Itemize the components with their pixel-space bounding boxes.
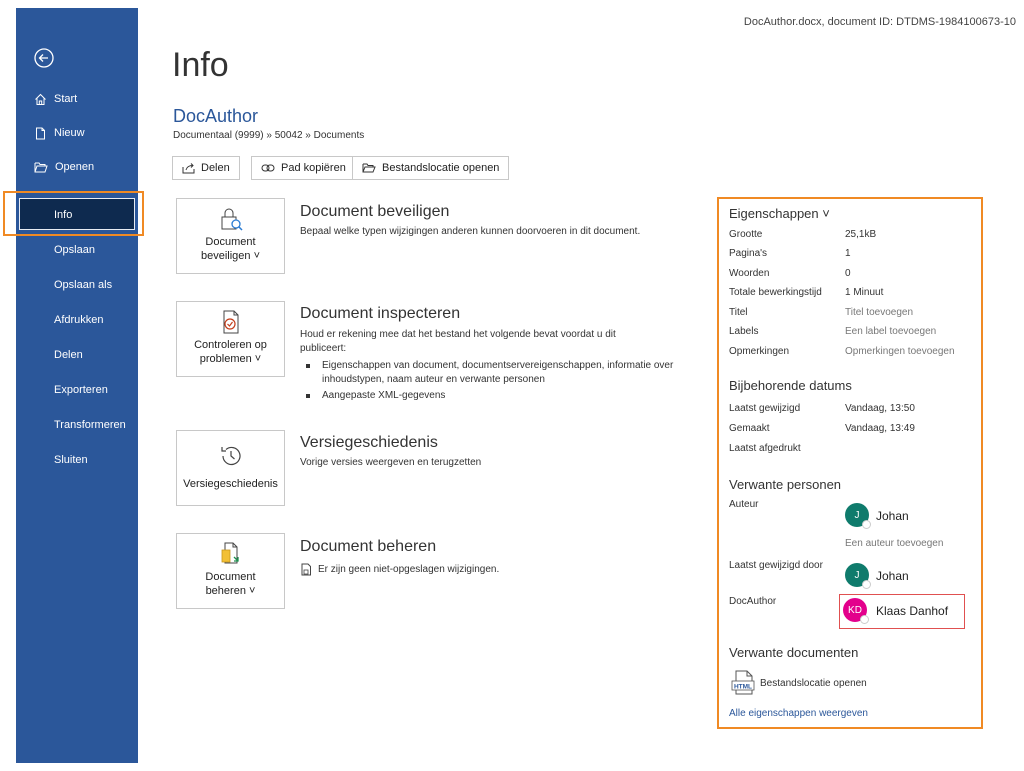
prop-label: Woorden	[729, 268, 770, 279]
presence-indicator	[860, 615, 869, 624]
docauthor-name[interactable]: Klaas Danhof	[876, 604, 949, 618]
nav-save[interactable]: Opslaan	[54, 244, 95, 256]
nav-export[interactable]: Exporteren	[54, 384, 108, 396]
open-location-button[interactable]	[352, 156, 509, 180]
link-icon	[261, 163, 275, 173]
prop-label: Titel	[729, 307, 748, 318]
inspect-line2: problemen ˅	[199, 353, 262, 365]
presence-indicator	[862, 580, 871, 589]
back-arrow-icon	[32, 46, 56, 70]
show-all-properties-link[interactable]: Alle eigenschappen weergeven	[729, 708, 868, 719]
prop-value: 0	[845, 268, 851, 279]
html-file-icon	[731, 670, 757, 701]
related-open-location-link[interactable]: Bestandslocatie openen	[760, 678, 867, 689]
new-document-icon	[34, 127, 47, 140]
folder-icon	[362, 162, 376, 174]
date-label: Laatst afgedrukt	[729, 443, 801, 454]
inspect-bullet-list	[300, 359, 680, 403]
last-modified-label: Laatst gewijzigd door	[729, 560, 823, 571]
nav-print[interactable]: Afdrukken	[54, 314, 104, 326]
avatar[interactable]	[843, 598, 867, 622]
document-id: DocAuthor.docx, document ID: DTDMS-1984100673-10	[743, 16, 1016, 28]
backstage-sidebar	[16, 8, 138, 763]
protect-line1: Document	[205, 236, 256, 248]
versions-label: Versiegeschiedenis	[183, 478, 278, 490]
inspect-bullet: Aangepaste XML-gegevens	[300, 389, 680, 403]
document-save-icon	[300, 563, 312, 576]
date-label: Gemaakt	[729, 423, 770, 434]
title-field[interactable]: Titel toevoegen	[845, 307, 914, 318]
nav-transform[interactable]: Transformeren	[54, 419, 126, 431]
nav-open-label: Openen	[55, 161, 95, 173]
docauthor-label: DocAuthor	[729, 596, 777, 607]
inspect-document-icon	[217, 309, 245, 335]
related-documents-heading: Verwante documenten	[729, 645, 859, 660]
manage-status-icon-wrap	[300, 563, 312, 581]
versions-title: Versiegeschiedenis	[300, 434, 438, 451]
author-name[interactable]: Johan	[876, 509, 909, 523]
nav-share[interactable]: Delen	[54, 349, 83, 361]
manage-document-icon	[217, 541, 245, 567]
back-button[interactable]	[32, 46, 56, 70]
inspect-description: Houd er rekening mee dat het bestand het volgende bevat voordat u dit publiceert:	[300, 329, 616, 354]
page-title: Info	[172, 46, 229, 84]
document-name: DocAuthor	[173, 106, 259, 126]
breadcrumb: Documentaal (9999) » 50042 » Documents	[173, 130, 365, 141]
nav-open[interactable]	[16, 156, 138, 178]
protect-description: Bepaal welke typen wijzigingen anderen kunnen doorvoeren in dit document.	[300, 226, 641, 237]
manage-title: Document beheren	[300, 538, 437, 555]
nav-start[interactable]	[16, 88, 138, 110]
comments-field[interactable]: Opmerkingen toevoegen	[845, 346, 955, 357]
prop-label: Pagina's	[729, 248, 768, 259]
nav-new-label: Nieuw	[54, 127, 85, 139]
prop-label: Totale bewerkingstijd	[729, 287, 822, 298]
open-location-label: Bestandslocatie openen	[382, 162, 500, 174]
lock-icon	[217, 206, 245, 232]
check-issues-button[interactable]	[176, 301, 285, 377]
html-icon-text: HTML	[733, 683, 753, 691]
inspect-bullet: Eigenschappen van document, documentservereigenschappen, informatie over inhoudstypen, naam auteur en verwante personen	[300, 359, 680, 387]
properties-heading[interactable]: Eigenschappen ˅	[729, 206, 830, 221]
nav-new[interactable]	[16, 122, 138, 144]
folder-open-icon	[34, 161, 48, 174]
share-button[interactable]	[172, 156, 240, 180]
copy-path-button[interactable]	[251, 156, 356, 180]
nav-info[interactable]: Info	[19, 198, 135, 230]
manage-description: Er zijn geen niet-opgeslagen wijzigingen.	[318, 564, 500, 575]
last-modified-name[interactable]: Johan	[876, 569, 909, 583]
avatar-initials: J	[854, 509, 860, 521]
inspect-line1: Controleren op	[194, 339, 267, 351]
add-author-field[interactable]: Een auteur toevoegen	[845, 538, 944, 549]
prop-value: 1	[845, 248, 851, 259]
nav-start-label: Start	[54, 93, 78, 105]
date-value: Vandaag, 13:49	[845, 423, 915, 434]
author-label: Auteur	[729, 499, 759, 510]
prop-value: 1 Minuut	[845, 287, 884, 298]
home-icon	[34, 93, 47, 106]
share-icon	[182, 162, 195, 174]
nav-close[interactable]: Sluiten	[54, 454, 88, 466]
prop-label: Labels	[729, 326, 759, 337]
copy-path-label: Pad kopiëren	[281, 162, 346, 174]
protect-title: Document beveiligen	[300, 203, 450, 220]
date-value: Vandaag, 13:50	[845, 403, 915, 414]
share-label: Delen	[201, 162, 230, 174]
manage-document-button[interactable]	[176, 533, 285, 609]
prop-value: 25,1kB	[845, 229, 877, 240]
inspect-title: Document inspecteren	[300, 305, 461, 322]
versions-description: Vorige versies weergeven en terugzetten	[300, 457, 482, 468]
labels-field[interactable]: Een label toevoegen	[845, 326, 937, 337]
history-clock-icon	[218, 443, 244, 469]
prop-label: Grootte	[729, 229, 763, 240]
protect-document-button[interactable]	[176, 198, 285, 274]
manage-line2: beheren ˅	[205, 585, 256, 597]
protect-line2: beveiligen ˅	[200, 250, 261, 262]
prop-label: Opmerkingen	[729, 346, 790, 357]
info-highlight-box	[3, 191, 144, 236]
avatar-initials: J	[854, 569, 860, 581]
version-history-button[interactable]	[176, 430, 285, 506]
date-label: Laatst gewijzigd	[729, 403, 801, 414]
avatar[interactable]	[845, 503, 869, 527]
nav-save-as[interactable]: Opslaan als	[54, 279, 113, 291]
people-heading: Verwante personen	[729, 477, 842, 492]
avatar-initials: KD	[848, 604, 862, 616]
presence-indicator	[862, 520, 871, 529]
manage-line1: Document	[205, 571, 256, 583]
avatar[interactable]	[845, 563, 869, 587]
dates-heading: Bijbehorende datums	[729, 378, 852, 393]
